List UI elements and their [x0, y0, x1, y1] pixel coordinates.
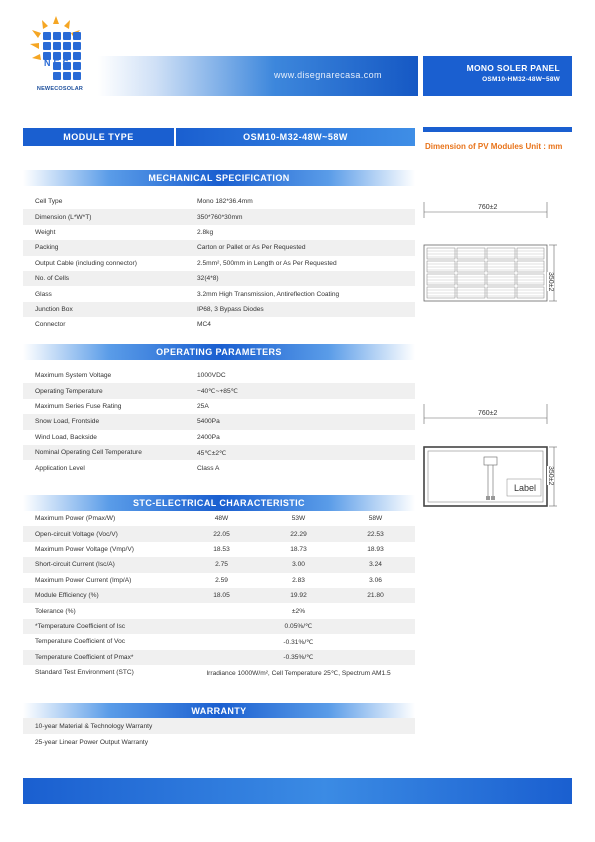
table-row	[23, 194, 415, 209]
module-type-value: OSM10-M32-48W~58W	[176, 128, 415, 146]
table-row	[23, 414, 415, 429]
value-53w: 19.92	[290, 592, 307, 600]
table-row	[23, 588, 415, 603]
value-58w: 3.24	[369, 561, 382, 569]
spec-value: Mono 182*36.4mm	[197, 198, 253, 206]
value-48w: 48W	[214, 515, 229, 523]
spec-key: Operating Temperature	[35, 387, 103, 395]
electrical-section-header: STC-ELECTRICAL CHARACTERISTIC	[23, 495, 415, 511]
label-plate: Label	[514, 483, 537, 493]
spec-key: Dimension (L*W*T)	[35, 213, 92, 221]
spec-value: -0.31%/℃	[283, 638, 314, 646]
mechanical-section-header: MECHANICAL SPECIFICATION	[23, 170, 415, 186]
value-53w: 22.29	[290, 530, 307, 538]
table-row	[23, 271, 415, 286]
table-row	[23, 573, 415, 588]
product-title-box	[423, 56, 572, 96]
value-53w: 3.00	[292, 561, 305, 569]
spec-value: Carton or Pallet or As Per Requested	[197, 244, 306, 252]
spec-key: Temperature Coefficient of Voc	[35, 638, 126, 646]
spec-key: No. of Cells	[35, 275, 70, 283]
spec-key: Weight	[35, 228, 56, 236]
module-type-label: MODULE TYPE	[23, 128, 176, 146]
table-row	[23, 665, 415, 680]
spec-value: 45℃±2℃	[197, 449, 227, 457]
mechanical-table	[23, 194, 415, 333]
spec-value: 0.05%/℃	[284, 623, 313, 631]
spec-key: Standard Test Environment (STC)	[35, 669, 134, 677]
spec-key: Nominal Operating Cell Temperature	[35, 449, 142, 457]
spec-key: Cell Type	[35, 198, 63, 206]
table-row	[23, 368, 415, 383]
spec-value: 350*760*30mm	[197, 213, 243, 221]
value-48w: 18.53	[213, 545, 230, 553]
spec-key: Output Cable (including connector)	[35, 259, 137, 267]
spec-key: Open-circuit Voltage (Voc/V)	[35, 530, 118, 538]
spec-key: Wind Load, Backside	[35, 433, 97, 441]
spec-key: Module Efficiency (%)	[35, 592, 99, 600]
spec-value: 2.8kg	[197, 228, 214, 236]
spec-key: Short-circuit Current (Isc/A)	[35, 561, 115, 569]
table-row	[23, 511, 415, 526]
spec-value: 5400Pa	[197, 418, 220, 426]
spec-value: Irradiance 1000W/m², Cell Temperature 25℃, Spectrum AM1.5	[206, 669, 391, 677]
value-58w: 21.80	[367, 592, 384, 600]
spec-key: Maximum Power Current (Imp/A)	[35, 576, 132, 584]
spec-key: Maximum Power (Pmax/W)	[35, 515, 116, 523]
operating-table	[23, 368, 415, 476]
spec-key: Application Level	[35, 464, 85, 472]
dimension-title: Dimension of PV Modules Unit : mm	[425, 142, 563, 151]
front-view-drawing	[423, 198, 558, 308]
spec-value: -0.35%/℃	[283, 654, 314, 662]
spec-value: ±2%	[291, 607, 306, 615]
table-row	[23, 526, 415, 541]
table-row	[23, 557, 415, 572]
website-link[interactable]: www.disegnarecasa.com	[274, 70, 382, 80]
spec-value: 32(4*8)	[197, 275, 219, 283]
spec-value: 2400Pa	[197, 433, 220, 441]
top-banner	[98, 56, 418, 96]
module-type-bar	[23, 128, 415, 146]
value-58w: 3.06	[369, 576, 382, 584]
table-row	[23, 286, 415, 301]
spec-key: Tolerance (%)	[35, 607, 76, 615]
spec-value: −40℃~+85℃	[197, 388, 239, 396]
spec-value: MC4	[197, 321, 211, 329]
table-row	[23, 302, 415, 317]
table-row	[23, 383, 415, 398]
value-53w: 53W	[291, 515, 306, 523]
spec-value: 2.5mm², 500mm in Length or As Per Requested	[197, 259, 337, 267]
warranty-table	[23, 718, 415, 750]
spec-value: Class A	[197, 464, 220, 472]
table-row	[23, 256, 415, 271]
spec-key: Maximum System Voltage	[35, 372, 112, 380]
spec-value: 3.2mm High Transmission, Antireflection Coating	[197, 290, 340, 298]
svg-text:NES: NES	[44, 58, 72, 68]
table-row	[23, 399, 415, 414]
table-row	[23, 445, 415, 460]
table-row: 25-year Linear Power Output Warranty	[35, 738, 148, 746]
value-53w: 2.83	[292, 576, 305, 584]
value-48w: 2.59	[215, 576, 228, 584]
spec-value: 25A	[197, 402, 209, 410]
spec-key: *Temperature Coefficient of Isc	[35, 622, 126, 630]
table-row	[23, 634, 415, 649]
spec-key: Packing	[35, 244, 59, 252]
spec-value: 1000VDC	[197, 372, 226, 380]
electrical-table	[23, 511, 415, 680]
spec-key: Temperature Coefficient of Pmax*	[35, 653, 134, 661]
spec-key: Connector	[35, 321, 66, 329]
back-height-label: 350±2	[547, 466, 554, 486]
logo-wordmark: NEWECOSOLAR	[36, 86, 84, 92]
back-view-drawing	[423, 400, 558, 515]
spec-key: Snow Load, Frontside	[35, 418, 100, 426]
table-row	[23, 317, 415, 332]
dimension-strip	[423, 127, 572, 132]
table-row	[23, 460, 415, 475]
product-model: OSM10-HM32-48W~58W	[482, 76, 560, 83]
value-58w: 18.93	[367, 545, 384, 553]
spec-key: Maximum Power Voltage (Vmp/V)	[35, 545, 134, 553]
value-58w: 22.53	[367, 530, 384, 538]
value-53w: 18.73	[290, 545, 307, 553]
warranty-section-header: WARRANTY	[23, 703, 415, 719]
footer-bar	[23, 778, 572, 804]
table-row	[23, 603, 415, 618]
front-height-label: 350±2	[547, 272, 554, 292]
table-row	[23, 240, 415, 255]
spec-value: IP68, 3 Bypass Diodes	[197, 305, 264, 313]
spec-key: Glass	[35, 290, 52, 298]
table-row	[23, 225, 415, 240]
table-row	[23, 209, 415, 224]
table-row	[23, 430, 415, 445]
operating-section-header: OPERATING PARAMETERS	[23, 344, 415, 360]
value-48w: 2.75	[215, 561, 228, 569]
front-width-label: 760±2	[478, 204, 498, 211]
value-48w: 18.05	[213, 592, 230, 600]
spec-key: Junction Box	[35, 305, 73, 313]
back-width-label: 760±2	[478, 410, 498, 417]
table-row	[23, 650, 415, 665]
spec-key: Maximum Series Fuse Rating	[35, 402, 122, 410]
table-row	[23, 542, 415, 557]
product-title: MONO SOLER PANEL	[466, 63, 560, 73]
value-58w: 58W	[368, 515, 383, 523]
table-row: 10-year Material & Technology Warranty	[23, 718, 415, 734]
value-48w: 22.05	[213, 530, 230, 538]
table-row	[23, 619, 415, 634]
